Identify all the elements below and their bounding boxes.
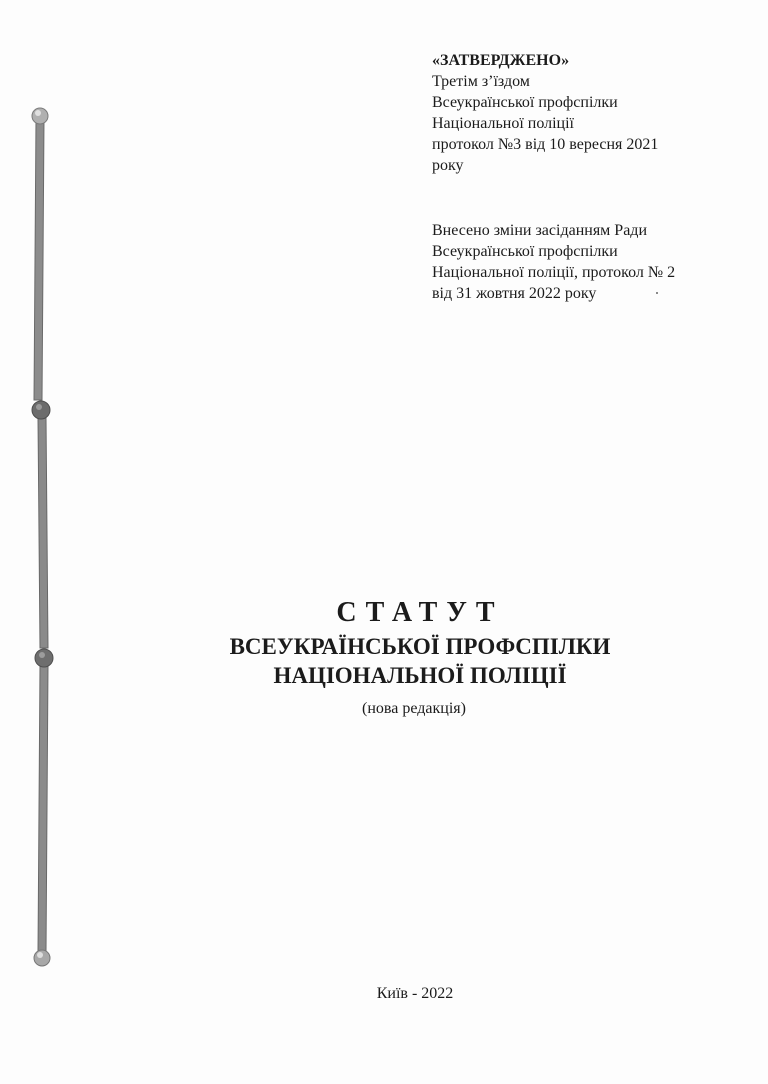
scan-speck: [656, 292, 658, 294]
approval-stamp-title: «ЗАТВЕРДЖЕНО»: [432, 52, 570, 69]
title-block: [150, 596, 690, 720]
binding-strip: [26, 100, 58, 980]
approval-line: протокол №3 від 10 вересня 2021: [432, 136, 659, 153]
amendment-line: Внесено зміни засіданням Ради: [432, 222, 648, 239]
amendment-line: від 31 жовтня 2022 року: [432, 285, 597, 302]
document-subtitle-line-2: НАЦІОНАЛЬНОЇ ПОЛІЦІЇ: [273, 663, 567, 688]
approval-block: [432, 50, 752, 176]
document-edition: (нова редакція): [362, 700, 466, 717]
approval-line: Третім з’їздом: [432, 73, 530, 90]
document-subtitle-line-1: ВСЕУКРАЇНСЬКОЇ ПРОФСПІЛКИ: [229, 634, 611, 659]
approval-line: року: [432, 157, 464, 174]
approval-line: Всеукраїнської профспілки: [432, 94, 618, 111]
amendment-line: Всеукраїнської профспілки: [432, 243, 618, 260]
amendment-line: Національної поліції, протокол № 2: [432, 264, 676, 281]
approval-line: Національної поліції: [432, 115, 574, 132]
amendment-note: [432, 220, 752, 304]
document-title: СТАТУТ: [336, 597, 504, 628]
place-and-year: Київ - 2022: [376, 985, 454, 1002]
